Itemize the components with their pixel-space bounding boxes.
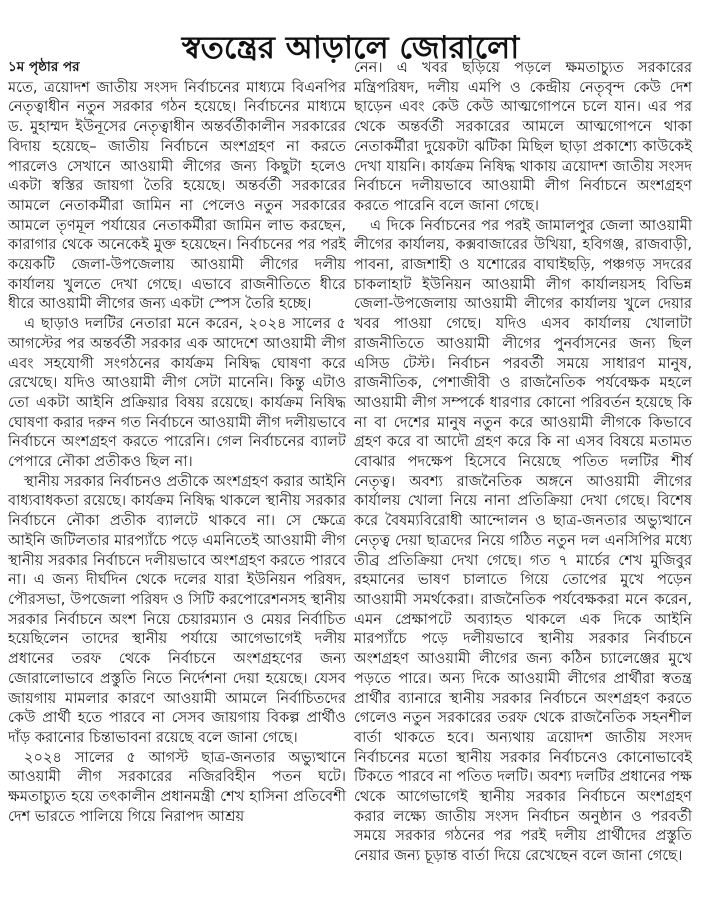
paragraph: মতে, ত্রয়োদশ জাতীয় সংসদ নির্বাচনের মাধ্যমে বিএনপির নেতৃত্বাধীন নতুন সরকার গঠন হয়েছে। নির্বাচনের মাধ্যমে ড. মুহাম্মদ ইউনূসের নেতৃত্বাধীন অন্তর্বর্তীকালীন সরকারের বিদায় হয়েছে– জাতীয় নির্বাচনে অংশগ্রহণ না করতে পারলেও সেখানে আওয়ামী লীগের জন্য কিছুটা হলেও একটা স্বস্তির জায়গা তৈরি হয়েছে। অন্তর্বর্তী সরকারের আমলে নেতাকর্মীরা জামিন না পেলেও নতুন সরকারের আমলে তৃণমূল পর্যায়ের নেতাকর্মীরা জামিন লাভ করছেন, কারাগার থেকে অনেকেই মুক্ত হয়েছেন। নির্বাচনের পর পরই কয়েকটি জেলা-উপজেলায় আওয়ামী লীগের দলীয় কার্যালয় খুলতে দেখা গেছে। এভাবে রাজনীতিতে ধীরে ধীরে আওয়ামী লীগের জন্য একটা স্পেস তৈরি হচ্ছে। <box>8 78 346 313</box>
paragraph: এ দিকে নির্বাচনের পর পরই জামালপুর জেলা আওয়ামী লীগের কার্যালয়, কক্সবাজারের উখিয়া, হবিগঞ্জ, রাজবাড়ী, পাবনা, রাজশাহী ও যশোরের বাঘাইছড়ি, পঞ্চগড় সদরের চাকলাহাট ইউনিয়ন আওয়ামী লীগ কার্যালয়সহ বিভিন্ন জেলা-উপজেলায় আওয়ামী লীগের কার্যালয় খুলে দেয়ার খবর পাওয়া গেছে। যদিও এসব কার্যালয় খোলাটা রাজনীতিতে আওয়ামী লীগের পুনর্বাসনের জন্য ছিল এসিড টেস্ট। নির্বাচন পরবর্তী সময়ে সাধারণ মানুষ, রাজনীতিক, পেশাজীবী ও রাজনৈতিক পর্যবেক্ষক মহলে আওয়ামী লীগ সম্পর্কে ধারণার কোনো পরিবর্তন হয়েছে কি না বা দেশের মানুষ নতুন করে আওয়ামী লীগকে কিভাবে গ্রহণ করে বা আদৌ গ্রহণ করে কি না এসব বিষয়ে মতামত বোঝার পদক্ষেপ হিসেবে নিয়েছে পতিত দলটির শীর্ষ নেতৃত্ব। অবশ্য রাজনৈতিক অঙ্গনে আওয়ামী লীগের কার্যালয় খোলা নিয়ে নানা প্রতিক্রিয়া দেখা গেছে। বিশেষ করে বৈষম্যবিরোধী আন্দোলন ও ছাত্র-জনতার অভ্যুত্থানে নেতৃত্ব দেয়া ছাত্রদের নিয়ে গঠিত নতুন দল এনসিপির মধ্যে তীব্র প্রতিক্রিয়া দেখা গেছে। গত ৭ মার্চের শেখ মুজিবুর রহমানের ভাষণ চালাতে গিয়ে তোপের মুখে পড়েন আওয়ামী সমর্থকেরা। রাজনৈতিক পর্যবেক্ষকরা মনে করেন, এমন প্রেক্ষাপটে অব্যাহত থাকলে এক দিকে আইনি মারপ্যাঁচে পড়ে দলীয়ভাবে স্থানীয় সরকার নির্বাচনে অংশগ্রহণ আওয়ামী লীগের জন্য কঠিন চ্যালেঞ্জের মুখে পড়তে পারে। অন্য দিকে আওয়ামী লীগের প্রার্থীরা স্বতন্ত্র প্রার্থীর ব্যানারে স্থানীয় সরকার নির্বাচনে অংশগ্রহণ করতে গেলেও নতুন সরকারের তরফ থেকে রাজনৈতিক সহনশীল বার্তা থাকতে হবে। অন্যথায় ত্রয়োদশ জাতীয় সংসদ নির্বাচনের মতো স্থানীয় সরকার নির্বাচনেও কোনোভাবেই টিকতে পারবে না পতিত দলটি। অবশ্য দলটির প্রধানের পক্ষ থেকে আগেভাগেই স্থানীয় সরকার নির্বাচনে অংশগ্রহণ করার লক্ষ্যে জাতীয় সংসদ নির্বাচন অনুষ্ঠান ও পরবর্তী সময়ে সরকার গঠনের পর পরই দলীয় প্রার্থীদের প্রস্তুতি নেয়ার জন্য চূড়ান্ত বার্তা দিয়ে রেখেছেন বলে জানা গেছে। <box>354 216 692 865</box>
headline: স্বতন্ত্রের আড়ালে জোরালো <box>181 29 520 66</box>
paragraph: ২০২৪ সালের ৫ আগস্ট ছাত্র-জনতার অভ্যুত্থানে আওয়ামী লীগ সরকারের নজিরবিহীন পতন ঘটে। ক্ষমতাচ্যুত হয়ে তৎকালীন প্রধানমন্ত্রী শেখ হাসিনা প্রতিবেশী দেশ ভারতে পালিয়ে গিয়ে নিরাপদ আশ্রয় <box>8 748 346 825</box>
paragraph: স্থানীয় সরকার নির্বাচনও প্রতীকে অংশগ্রহণ করার আইনি বাধ্যবাধকতা রয়েছে। কার্যক্রম নিষিদ্ধ থাকলে স্থানীয় সরকার নির্বাচনে নৌকা প্রতীক ব্যালটে থাকবে না। সে ক্ষেত্রে আইনি জটিলতার মারপ্যাঁচে পড়ে এমনিতেই আওয়ামী লীগ স্থানীয় সরকার নির্বাচনে দলীয়ভাবে অংশগ্রহণ করতে পারবে না। এ জন্য দীর্ঘদিন থেকে দলের যারা ইউনিয়ন পরিষদ, পৌরসভা, উপজেলা পরিষদ ও সিটি করপোরেশনসহ স্থানীয় সরকার নির্বাচনে অংশ নিয়ে চেয়ারম্যান ও মেয়র নির্বাচিত হয়েছিলেন তাদের স্থানীয় পর্যায়ে আগেভাগেই দলীয় প্রধানের তরফ থেকে নির্বাচনে অংশগ্রহণের জন্য জোরালোভাবে প্রস্তুতি নিতে নির্দেশনা দেয়া হয়েছে। যেসব জায়গায় মামলার কারণে আওয়ামী আমলে নির্বাচিতদের কেউ প্রার্থী হতে পারবে না সেসব জায়গায় বিকল্প প্রার্থীও দাঁড় করানোর চিন্তাভাবনা রয়েছে বলে জানা গেছে। <box>8 472 346 746</box>
article-column-left <box>8 58 346 826</box>
paragraph: নেন। এ খবর ছড়িয়ে পড়লে ক্ষমতাচ্যুত সরকারের মন্ত্রিপরিষদ, দলীয় এমপি ও কেন্দ্রীয় নেতৃবৃন্দ কেউ দেশ ছাড়েন এবং কেউ কেউ আত্মগোপনে চলে যান। এর পর থেকে অন্তর্বর্তী সরকারের আমলে আত্মগোপনে থাকা নেতাকর্মীরা দুয়েকটা ঝটিকা মিছিল ছাড়া প্রকাশ্যে কাউকেই দেখা যায়নি। কার্যক্রম নিষিদ্ধ থাকায় ত্রয়োদশ জাতীয় সংসদ নির্বাচনে দলীয়ভাবে আওয়ামী লীগ নির্বাচনে অংশগ্রহণ করতে পারেনি বলে জানা গেছে। <box>354 59 692 214</box>
paragraph: এ ছাড়াও দলটির নেতারা মনে করেন, ২০২৪ সালের ৫ আগস্টের পর অন্তর্বর্তী সরকার এক আদেশে আওয়ামী লীগ এবং সহযোগী সংগঠনের কার্যক্রম নিষিদ্ধ ঘোষণা করে রেখেছে। যদিও আওয়ামী লীগ সেটা মানেনি। কিন্তু এটাও তো একটা আইনি প্রক্রিয়ার বিষয় রয়েছে। কার্যক্রম নিষিদ্ধ ঘোষণা করার দরুন গত নির্বাচনে আওয়ামী লীগ দলীয়ভাবে নির্বাচনে অংশগ্রহণ করতে পারেনি। গেল নির্বাচনের ব্যালট পেপারে নৌকা প্রতীকও ছিল না। <box>8 315 346 471</box>
article-column-right <box>354 58 692 866</box>
continuation-label: ১ম পৃষ্ঠার পর <box>8 59 80 75</box>
